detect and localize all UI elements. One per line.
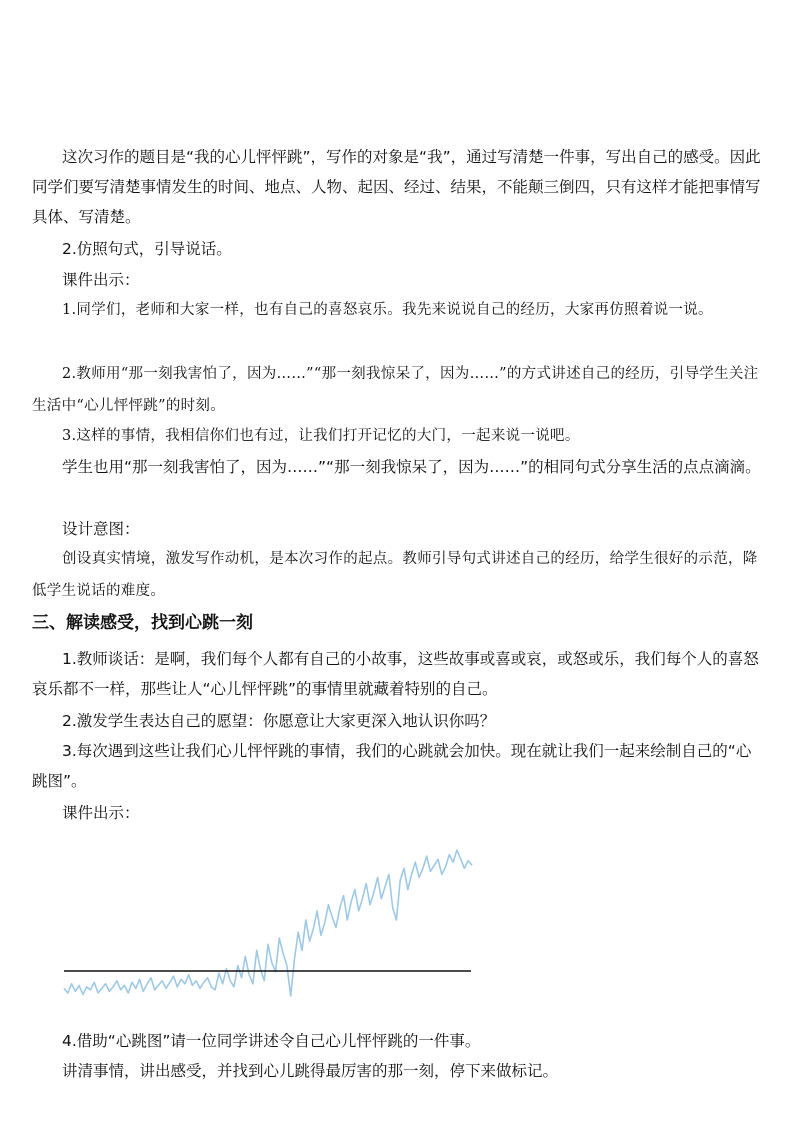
heartbeat-line bbox=[64, 850, 472, 996]
section-3-item-3: 3.每次遇到这些让我们心儿怦怦跳的事情，我们的心跳就会加快。现在就让我们一起来绘制自己的“心跳图”。 bbox=[32, 742, 752, 790]
design-intent-label: 设计意图： bbox=[62, 520, 140, 538]
section-3-item-1: 1.教师谈话：是啊，我们每个人都有自己的小故事，这些故事或喜或哀，或怒或乐，我们每个人的喜怒哀乐都不一样，那些让人“心儿怦怦跳”的事情里就藏着特别的自己。 bbox=[32, 650, 759, 698]
section-3-item-2: 2.激发学生表达自己的愿望：你愿意让大家更深入地认识你吗？ bbox=[62, 712, 496, 730]
design-intent-text: 创设真实情境，激发写作动机，是本次习作的起点。教师引导句式讲述自己的经历，给学生很好的示范，降低学生说话的难度。 bbox=[32, 551, 758, 599]
courseware-item-2: 2.教师用“那一刻我害怕了，因为……”“那一刻我惊呆了，因为……”的方式讲述自己的经历，引导学生关注生活中“心儿怦怦跳”的时刻。 bbox=[32, 366, 759, 414]
step-2-text: 2.仿照句式，引导说话。 bbox=[62, 240, 232, 258]
courseware-label-2: 课件出示： bbox=[62, 804, 140, 822]
section-3-item-5: 讲清事情，讲出感受，并找到心儿跳得最厉害的那一刻，停下来做标记。 bbox=[62, 1062, 559, 1080]
intro-paragraph: 这次习作的题目是“我的心儿怦怦跳”，写作的对象是“我”，通过写清楚一件事，写出自己的感受。因此同学们要写清楚事情发生的时间、地点、人物、起因、经过、结果，不能颠三倒四，只有这样才能把事情写具体、写清楚。 bbox=[32, 148, 761, 226]
heartbeat-figure bbox=[62, 838, 474, 1000]
courseware-item-1: 1.同学们，老师和大家一样，也有自己的喜怒哀乐。我先来说说自己的经历，大家再仿照着说一说。 bbox=[62, 302, 713, 318]
courseware-label: 课件出示： bbox=[62, 271, 140, 289]
section-3-item-4: 4.借助“心跳图”请一位同学讲述令自己心儿怦怦跳的一件事。 bbox=[62, 1032, 481, 1050]
courseware-item-3: 3.这样的事情，我相信你们也有过，让我们打开记忆的大门，一起来说一说吧。 bbox=[62, 428, 580, 444]
section-3-heading: 三、解读感受，找到心跳一刻 bbox=[32, 613, 253, 633]
students-paragraph: 学生也用“那一刻我害怕了，因为……”“那一刻我惊呆了，因为……”的相同句式分享生活的点点滴滴。 bbox=[62, 458, 761, 476]
